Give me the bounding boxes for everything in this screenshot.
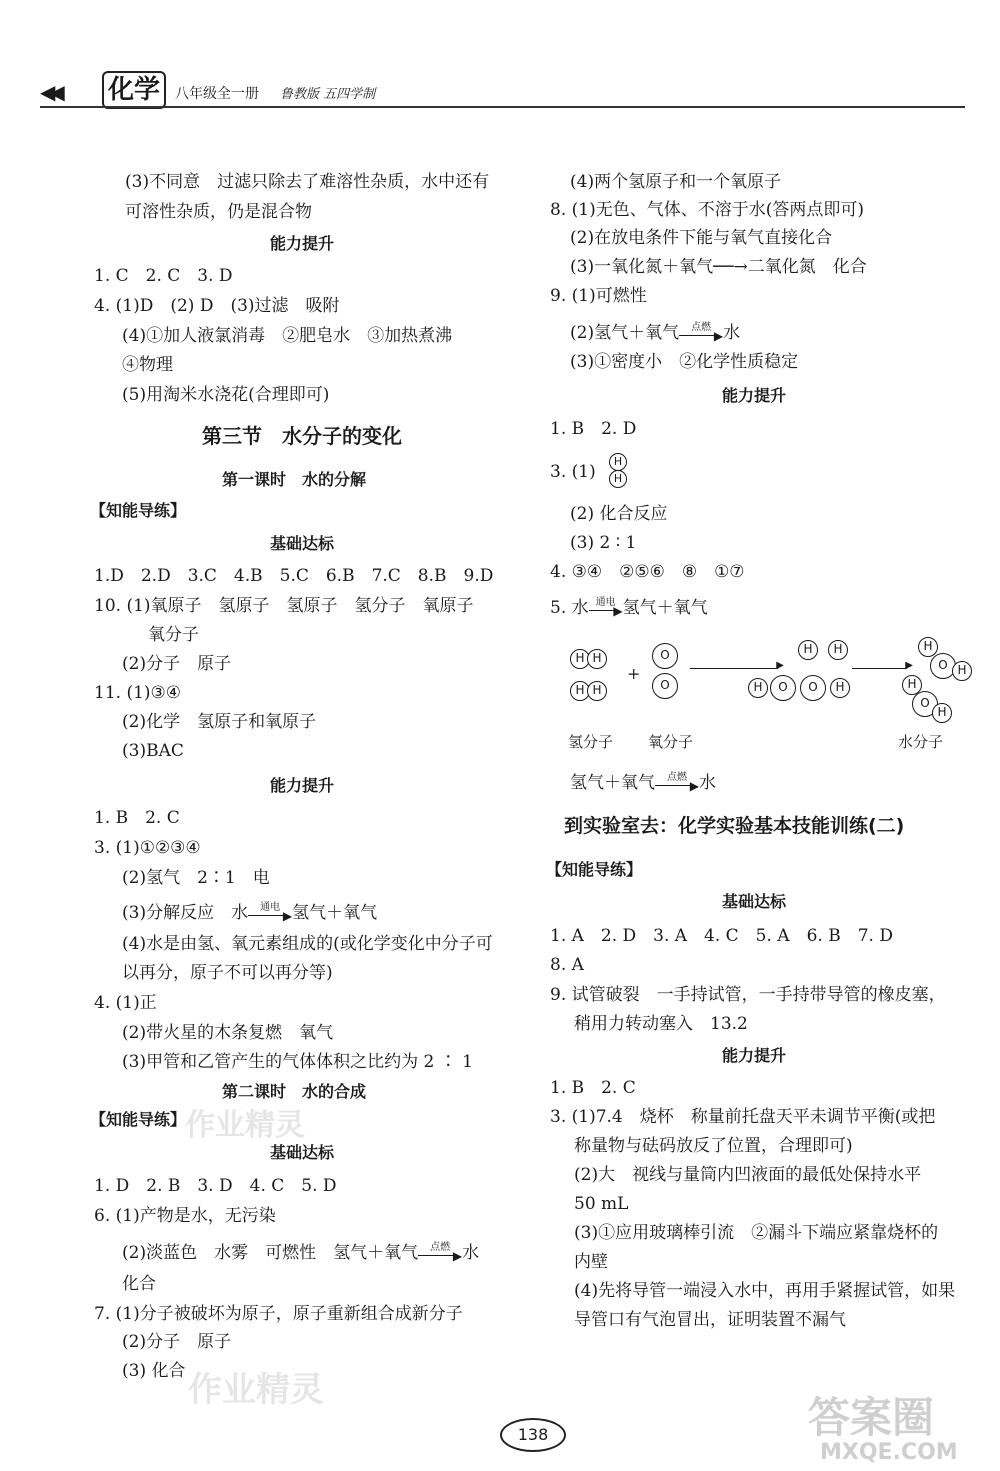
hydrogen-atom-icon: H xyxy=(952,661,972,681)
answer-line: (3)一氧化氮＋氧气──→二氧化氮 化合 xyxy=(570,257,867,277)
hydrogen-atom-icon: H xyxy=(902,675,922,695)
reaction-arrow xyxy=(679,323,723,345)
answer-line: 3. (1)①②③④ xyxy=(94,838,201,858)
header-rule xyxy=(40,106,965,108)
subject-badge: 化学 xyxy=(102,71,166,109)
oxygen-atom-icon: O xyxy=(652,673,678,699)
section-heading-ability: 能力提升 xyxy=(722,1046,787,1065)
answer-line: 1.D 2.D 3.C 4.B 5.C 6.B 7.C 8.B 9.D xyxy=(94,566,494,586)
answer-line: 1. B 2. C xyxy=(550,1078,636,1098)
page-number: 138 xyxy=(500,1418,566,1452)
reaction-line xyxy=(570,322,740,345)
lesson-title: 第一课时 水的分解 xyxy=(222,470,367,489)
section-heading-ability: 能力提升 xyxy=(270,776,335,795)
answer-line: 可溶性杂质，仍是混合物 xyxy=(125,202,312,222)
edition-label: 鲁教版 五四学制 xyxy=(280,87,376,102)
answer-line: 9. (1)可燃性 xyxy=(550,286,647,306)
reaction-line xyxy=(550,597,708,620)
answer-line: 1. C 2. C 3. D xyxy=(94,266,233,286)
reaction-text: 氢气＋氧气 xyxy=(622,598,708,618)
hydrogen-atom-icon: H xyxy=(918,637,938,657)
label-hydrogen-molecule: 氢分子 xyxy=(568,733,614,751)
hydrogen-atom-icon: H xyxy=(798,640,818,660)
section-title: 到实验室去：化学实验基本技能训练(二) xyxy=(564,815,905,837)
oxygen-atom-icon: O xyxy=(930,653,956,679)
answer-line: (3)①应用玻璃棒引流 ②漏斗下端应紧靠烧杯的 xyxy=(574,1223,939,1243)
section-heading-basic: 基础达标 xyxy=(722,892,787,911)
section-heading-basic: 基础达标 xyxy=(270,534,335,553)
reaction-line xyxy=(122,902,377,925)
reaction-text: 氢气＋氧气 xyxy=(570,773,655,793)
reaction-arrow xyxy=(655,773,699,795)
guide-label: 【知能导练】 xyxy=(90,1110,187,1129)
answer-line: (4)两个氢原子和一个氧原子 xyxy=(570,172,782,192)
process-arrow xyxy=(690,668,778,669)
guide-label: 【知能导练】 xyxy=(90,501,187,520)
reaction-line xyxy=(570,772,716,795)
answer-line: 导管口有气泡冒出，证明装置不漏气 xyxy=(574,1310,846,1330)
grade-label: 八年级全一册 xyxy=(175,86,259,102)
answer-line: (3)不同意 过滤只除去了难溶性杂质，水中还有 xyxy=(125,172,490,192)
answer-line: 以再分，原子不可以再分等) xyxy=(122,963,333,983)
answer-line: (4)①加人液氯消毒 ②肥皂水 ③加热煮沸 xyxy=(122,326,453,346)
answer-line: (2)在放电条件下能与氧气直接化合 xyxy=(570,228,833,248)
reaction-text: 水 xyxy=(462,1243,480,1263)
reaction-condition: 点燃 xyxy=(667,771,687,783)
answer-line: (3)甲管和乙管产生的气体体积之比约为 2 ∶ 1 xyxy=(122,1052,473,1072)
watermark: MXQE.COM xyxy=(820,1440,958,1465)
guide-label: 【知能导练】 xyxy=(546,860,643,879)
hydrogen-atom-icon: H xyxy=(609,453,627,471)
answer-line: 1. B 2. C xyxy=(94,808,180,828)
section-heading-ability: 能力提升 xyxy=(722,386,787,405)
hydrogen-atom-icon: H xyxy=(609,470,627,488)
reaction-text: (3)分解反应 水 xyxy=(122,903,249,923)
reaction-line xyxy=(122,1242,479,1265)
answer-line: 6. (1)产物是水，无污染 xyxy=(94,1206,276,1226)
oxygen-atom-icon: O xyxy=(652,643,678,669)
arrow-head-icon: ▶ xyxy=(452,1248,463,1263)
watermark: 作业精灵 xyxy=(188,1370,324,1410)
plus-sign: + xyxy=(627,664,641,683)
answer-line: 7. (1)分子被破坏为原子，原子重新组合成新分子 xyxy=(94,1304,463,1324)
reaction-text: 水 xyxy=(699,773,716,793)
answer-line: (2)分子 原子 xyxy=(122,1332,232,1352)
reaction-condition: 点燃 xyxy=(430,1241,451,1253)
answer-line: 4. (1)正 xyxy=(94,993,157,1013)
answer-line: 氧分子 xyxy=(148,625,199,645)
watermark: 作业精灵 xyxy=(185,1108,305,1143)
hydrogen-atom-icon: H xyxy=(570,649,590,669)
hydrogen-atom-icon: H xyxy=(830,678,850,698)
answer-line: 8. A xyxy=(550,955,584,975)
answer-line: 9. 试管破裂 一手持试管，一手持带导管的橡皮塞， xyxy=(550,985,946,1005)
oxygen-atom-icon: O xyxy=(770,675,796,701)
answer-line: 3. (1) xyxy=(550,462,596,482)
reaction-text: 氢气＋氧气 xyxy=(292,903,378,923)
answer-line: (2)分子 原子 xyxy=(122,654,232,674)
section-heading-basic: 基础达标 xyxy=(270,1143,335,1162)
hydrogen-atom-icon: H xyxy=(587,681,607,701)
lesson-title: 第二课时 水的合成 xyxy=(222,1082,367,1101)
answer-line: 3. (1)7.4 烧杯 称量前托盘天平未调节平衡(或把 xyxy=(550,1107,936,1127)
reaction-condition: 点燃 xyxy=(691,321,712,333)
label-oxygen-molecule: 氧分子 xyxy=(648,733,694,751)
reaction-text: 水 xyxy=(723,323,741,343)
hydrogen-atom-icon: H xyxy=(828,640,848,660)
oxygen-atom-icon: O xyxy=(912,691,938,717)
section-title: 第三节 水分子的变化 xyxy=(202,424,402,448)
answer-line: (5)用淘米水浇花(合理即可) xyxy=(122,385,330,405)
reaction-text: (2)氢气＋氧气 xyxy=(570,323,680,343)
reaction-condition: 通电 xyxy=(595,596,616,608)
process-arrow xyxy=(852,668,907,669)
answer-line: 50 mL xyxy=(574,1194,629,1214)
answer-line: 化合 xyxy=(122,1274,156,1294)
answer-line: 1. D 2. B 3. D 4. C 5. D xyxy=(94,1176,337,1196)
answer-line: 内壁 xyxy=(574,1252,608,1272)
header-arrows-icon: ◀◀ xyxy=(40,80,59,104)
answer-line: 10. (1)氧原子 氢原子 氢原子 氢分子 氧原子 xyxy=(94,596,474,616)
answer-line: 4. ③④ ②⑤⑥ ⑧ ①⑦ xyxy=(550,562,745,582)
answer-line: 称量物与砝码放反了位置，合理即可) xyxy=(574,1136,853,1156)
label-water-molecule: 水分子 xyxy=(898,733,944,751)
answer-line: (3) 2 ∶ 1 xyxy=(570,533,637,553)
reaction-condition: 通电 xyxy=(260,901,281,913)
answer-line: ④物理 xyxy=(122,355,173,375)
molecule-diagram xyxy=(550,635,970,785)
arrow-head-icon: ▶ xyxy=(613,603,623,618)
reaction-arrow xyxy=(418,1243,462,1265)
answer-line: 8. (1)无色、气体、不溶于水(答两点即可) xyxy=(550,200,864,220)
hydrogen-atom-icon: H xyxy=(587,649,607,669)
hydrogen-atom-icon: H xyxy=(932,703,952,723)
reaction-arrow xyxy=(589,598,623,620)
answer-line: (3)①密度小 ②化学性质稳定 xyxy=(570,352,799,372)
arrow-head-icon: ▶ xyxy=(282,908,293,923)
hydrogen-atom-icon: H xyxy=(570,681,590,701)
answer-line: (2)化学 氢原子和氧原子 xyxy=(122,712,317,732)
reaction-text: 5. 水 xyxy=(550,598,589,618)
watermark: 答案圈 xyxy=(808,1393,935,1442)
answer-line: 1. B 2. D xyxy=(550,419,637,439)
answer-line: 1. A 2. D 3. A 4. C 5. A 6. B 7. D xyxy=(550,926,893,946)
arrow-head-icon: ▶ xyxy=(713,328,724,343)
reaction-text: (2)淡蓝色 水雾 可燃性 氢气＋氧气 xyxy=(122,1243,419,1263)
answer-line: 稍用力转动塞入 13.2 xyxy=(574,1014,748,1034)
answer-line: (3) 化合 xyxy=(122,1361,186,1381)
arrow-head-icon: ▶ xyxy=(689,778,699,793)
page-header xyxy=(40,68,965,113)
answer-line: (2) 化合反应 xyxy=(570,504,668,524)
hydrogen-atom-icon: H xyxy=(748,678,768,698)
oxygen-atom-icon: O xyxy=(800,675,826,701)
answer-line: (2)氢气 2∶1 电 xyxy=(122,868,270,888)
answer-line: (4)水是由氢、氧元素组成的(或化学变化中分子可 xyxy=(122,934,493,954)
answer-line: (3)BAC xyxy=(122,741,184,761)
answer-line: 4. (1)D (2) D (3)过滤 吸附 xyxy=(94,296,340,316)
answer-line: (2)带火星的木条复燃 氧气 xyxy=(122,1023,334,1043)
answer-line: 11. (1)③④ xyxy=(94,683,182,703)
answer-line: (4)先将导管一端浸入水中，再用手紧握试管，如果 xyxy=(574,1281,956,1301)
reaction-arrow xyxy=(248,903,292,925)
section-heading-ability: 能力提升 xyxy=(270,234,335,253)
answer-line: (2)大 视线与量筒内凹液面的最低处保持水平 xyxy=(574,1165,922,1185)
